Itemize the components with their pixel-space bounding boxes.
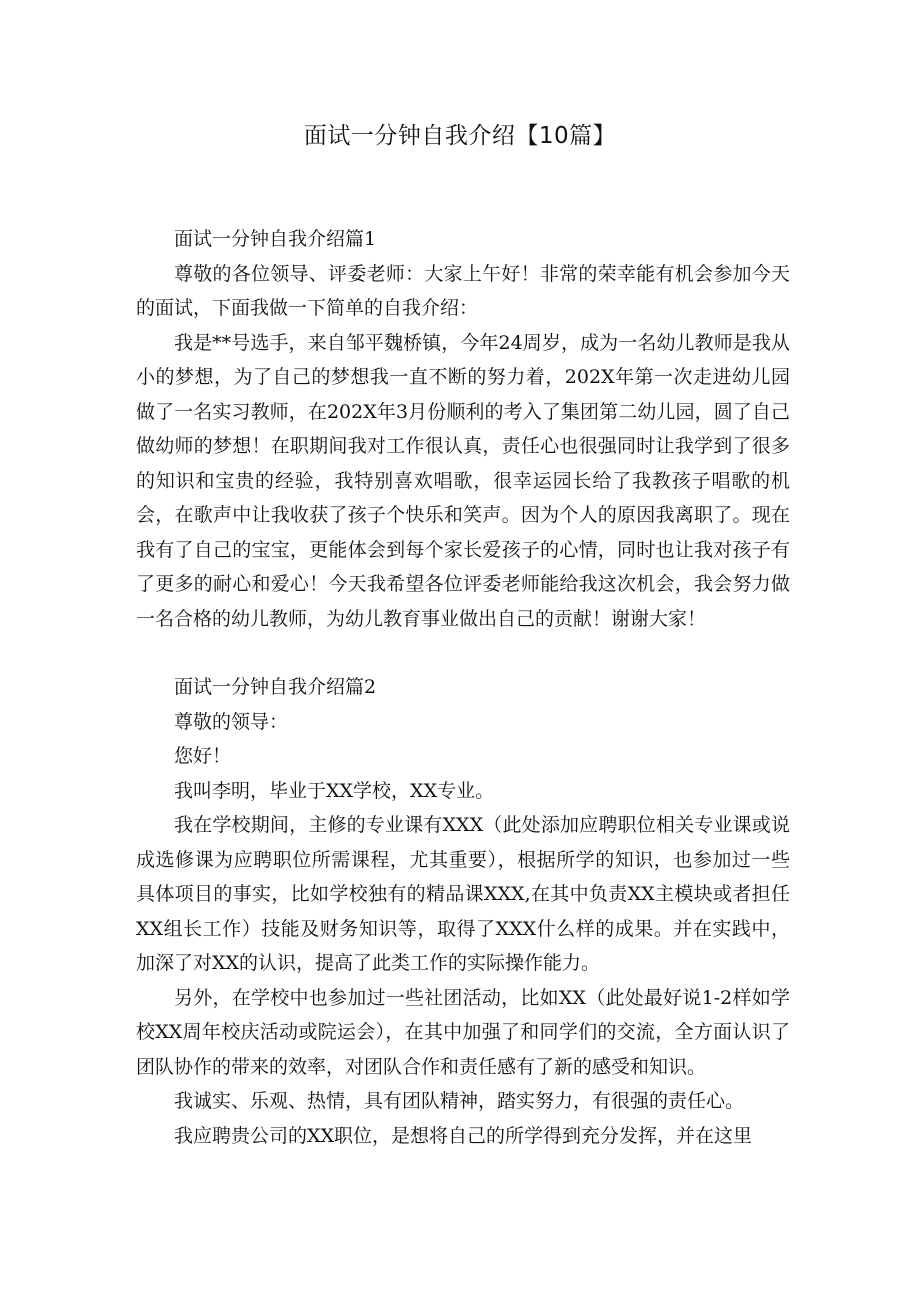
document-title: 面试一分钟自我介绍【10篇】 — [303, 123, 617, 149]
paragraph: 另外，在学校中也参加过一些社团活动，比如XX（此处最好说1-2样如学校XX周年校庆活动或院运会），在其中加强了和同学们的交流，全方面认识了团队协作的带来的效率，对团队合作和责任感有了新的感受和知识。 — [136, 986, 790, 1078]
paragraph: 我叫李明，毕业于XX学校，XX专业。 — [174, 779, 495, 802]
paragraph: 我应聘贵公司的XX职位，是想将自己的所学得到充分发挥，并在这里 — [174, 1124, 753, 1147]
section-2 — [136, 670, 790, 1153]
section-heading: 面试一分钟自我介绍篇2 — [174, 676, 377, 698]
section-1 — [136, 222, 790, 636]
paragraph: 我是**号选手，来自邹平魏桥镇，今年24周岁，成为一名幼儿教师是我从小的梦想，为了自己的梦想我一直不断的努力着，202X年第一次走进幼儿园做了一名实习教师，在202X年3月份顺利的考入了集团第二幼儿园，圆了自己做幼师的梦想！在职期间我对工作很认真，责任心也很强同时让我学到了很多的知识和宝贵的经验，我特别喜欢唱歌，很幸运园长给了我教孩子唱歌的机会，在歌声中让我收获了孩子个快乐和笑声。因为个人的原因我离职了。现在我有了自己的宝宝，更能体会到每个家长爱孩子的心情，同时也让我对孩子有了更多的耐心和爱心！今天我希望各位评委老师能给我这次机会，我会努力做一名合格的幼儿教师，为幼儿教育事业做出自己的贡献！谢谢大家！ — [136, 331, 790, 630]
paragraph: 尊敬的各位领导、评委老师：大家上午好！非常的荣幸能有机会参加今天的面试，下面我做一下简单的自我介绍： — [136, 262, 790, 319]
paragraph: 我在学校期间，主修的专业课有XXX（此处添加应聘职位相关专业课或说成选修课为应聘职位所需课程，尤其重要），根据所学的知识，也参加过一些具体项目的事实，比如学校独有的精品课XXX,在其中负责XX主模块或者担任XX组长工作）技能及财务知识等，取得了XXX什么样的成果。并在实践中，加深了对XX的认识，提高了此类工作的实际操作能力。 — [136, 814, 790, 974]
paragraph: 我诚实、乐观、热情，具有团队精神，踏实努力，有很强的责任心。 — [174, 1090, 745, 1112]
document-body — [136, 222, 790, 1153]
greeting: 您好！ — [174, 745, 232, 767]
section-heading: 面试一分钟自我介绍篇1 — [174, 228, 377, 250]
salutation: 尊敬的领导： — [174, 710, 289, 733]
